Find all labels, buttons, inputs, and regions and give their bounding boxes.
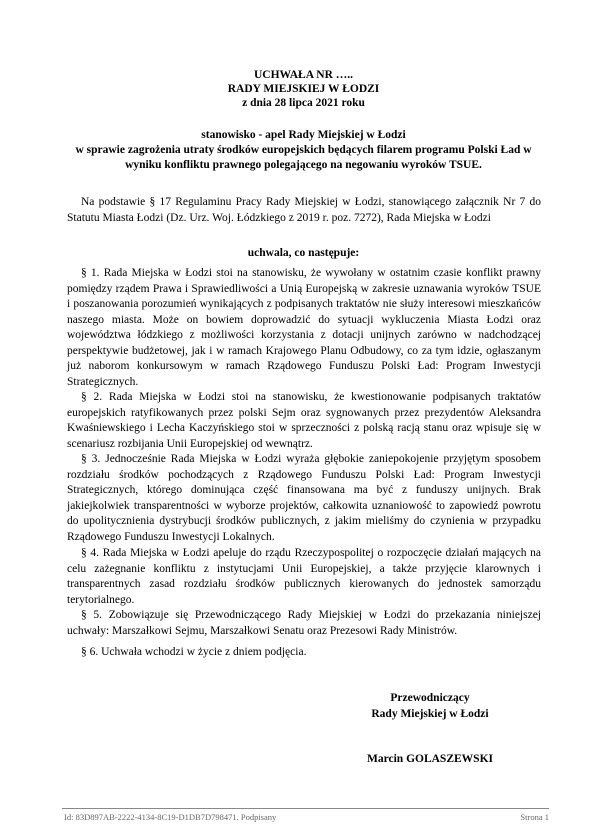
paragraph-text: § 3. Jednocześnie Rada Miejska w Łodzi wyraża głębokie zaniepokojenie przyjętym sposobem rozdziału środków pochodzących z Rządowego Funduszu Polski Ład: Program Inwestycji Strategicznych, którego dominująca część finansowana ma być z funduszy unijnych. Brak jakiejkolwiek transparentności w wyborze projektów, całkowita uznaniowość to zapowiedź powrotu do upolitycznienia dystrybucji środków publicznych, z jakim mieliśmy do czynienia w przypadku Rządowego Funduszu Inwestycji Lokalnych. bbox=[67, 453, 541, 543]
resolution-date: z dnia 28 lipca 2021 roku bbox=[242, 97, 365, 109]
signatory-name: Marcin GOLASZEWSKI bbox=[367, 753, 493, 765]
page-number: Strona 1 bbox=[520, 812, 549, 822]
paragraph-text: § 2. Rada Miejska w Łodzi stoi na stanowisku, że kwestionowanie podpisanych traktatów europejskich ratyfikowanych przez polski Sejm oraz sygnowanych przez prezydentów Aleksandra Kwaśniewskiego i Lecha Kaczyńskiego stoi w sprzeczności z polską racją stanu oraz wpisuje się w scenariusz rozbijania Unii Europejskiej od wewnątrz. bbox=[67, 391, 541, 450]
signature-role bbox=[330, 690, 530, 722]
paragraph-3 bbox=[67, 452, 541, 545]
subject-title: stanowisko - apel Rady Miejskiej w Łodzi bbox=[201, 129, 406, 141]
signature-title: Przewodniczący bbox=[390, 692, 470, 704]
resolution-header bbox=[0, 68, 607, 110]
paragraph-text: § 5. Zobowiązuje się Przewodniczącego Rady Miejskiej w Łodzi do przekazania niniejszej uchwały: Marszałkowi Sejmu, Marszałkowi Senatu oraz Prezesowi Rady Ministrów. bbox=[67, 609, 541, 637]
paragraph-4 bbox=[67, 546, 541, 608]
council-name: RADY MIEJSKIEJ W ŁODZI bbox=[227, 83, 380, 95]
paragraph-1 bbox=[67, 266, 541, 390]
resolution-subject bbox=[60, 128, 547, 173]
paragraph-2 bbox=[67, 390, 541, 452]
document-id: Id: 83D897AB-2222-4134-8C19-D1DB7D798471. Podpisany bbox=[64, 812, 277, 822]
paragraph-5 bbox=[67, 608, 541, 639]
paragraph-text: § 1. Rada Miejska w Łodzi stoi na stanowisku, że wywołany w ostatnim czasie konflikt prawny pomiędzy rządem Prawa i Sprawiedliwości a Unią Europejską w zakresie uznawania wyroków TSUE i poszanowania porozumień wynikających z podpisanych traktatów nie służy interesowi mieszkańców naszego miasta. Może on bowiem doprowadzić do sytuacji wykluczenia Miasta Łodzi oraz województwa łódzkiego z możliwości korzystania z dotacji unijnych zarówno w nadchodzącej perspektywie budżetowej, jak i w ramach Krajowego Planu Odbudowy, co za tym idzie, ogłaszanym już naborom konkursowym w ramach Rządowego Funduszu Polski Ład: Program Inwestycji Strategicznych. bbox=[67, 267, 541, 388]
subject-description: w sprawie zagrożenia utraty środków europejskich będących filarem programu Polski Ład w wyniku konfliktu prawnego polegającego na negowaniu wyroków TSUE. bbox=[75, 144, 532, 171]
resolution-number: UCHWAŁA NR ….. bbox=[253, 69, 354, 81]
preamble-text: Na podstawie § 17 Regulaminu Pracy Rady Miejskiej w Łodzi, stanowiącego załącznik Nr 7 do Statutu Miasta Łodzi (Dz. Urz. Woj. Łódzkiego z 2019 r. poz. 7272), Rada Miejska w Łodzi bbox=[67, 196, 541, 224]
preamble bbox=[67, 195, 541, 226]
paragraph-text: § 4. Rada Miejska w Łodzi apeluje do rządu Rzeczypospolitej o rozpoczęcie działań mających na celu zażegnanie konfliktu z instytucjami Unii Europejskiej, a także przyjęcie klarownych i transparentnych zasad rozdziału środków publicznych kierowanych do jednostek samorządu terytorialnego. bbox=[67, 547, 541, 606]
resolves-heading: uchwala, co następuje: bbox=[247, 247, 360, 259]
signature-body: Rady Miejskiej w Łodzi bbox=[371, 708, 489, 720]
paragraph-6 bbox=[67, 645, 541, 661]
paragraph-text: § 6. Uchwała wchodzi w życie z dniem podjęcia. bbox=[81, 646, 307, 658]
footer-divider bbox=[62, 808, 549, 809]
